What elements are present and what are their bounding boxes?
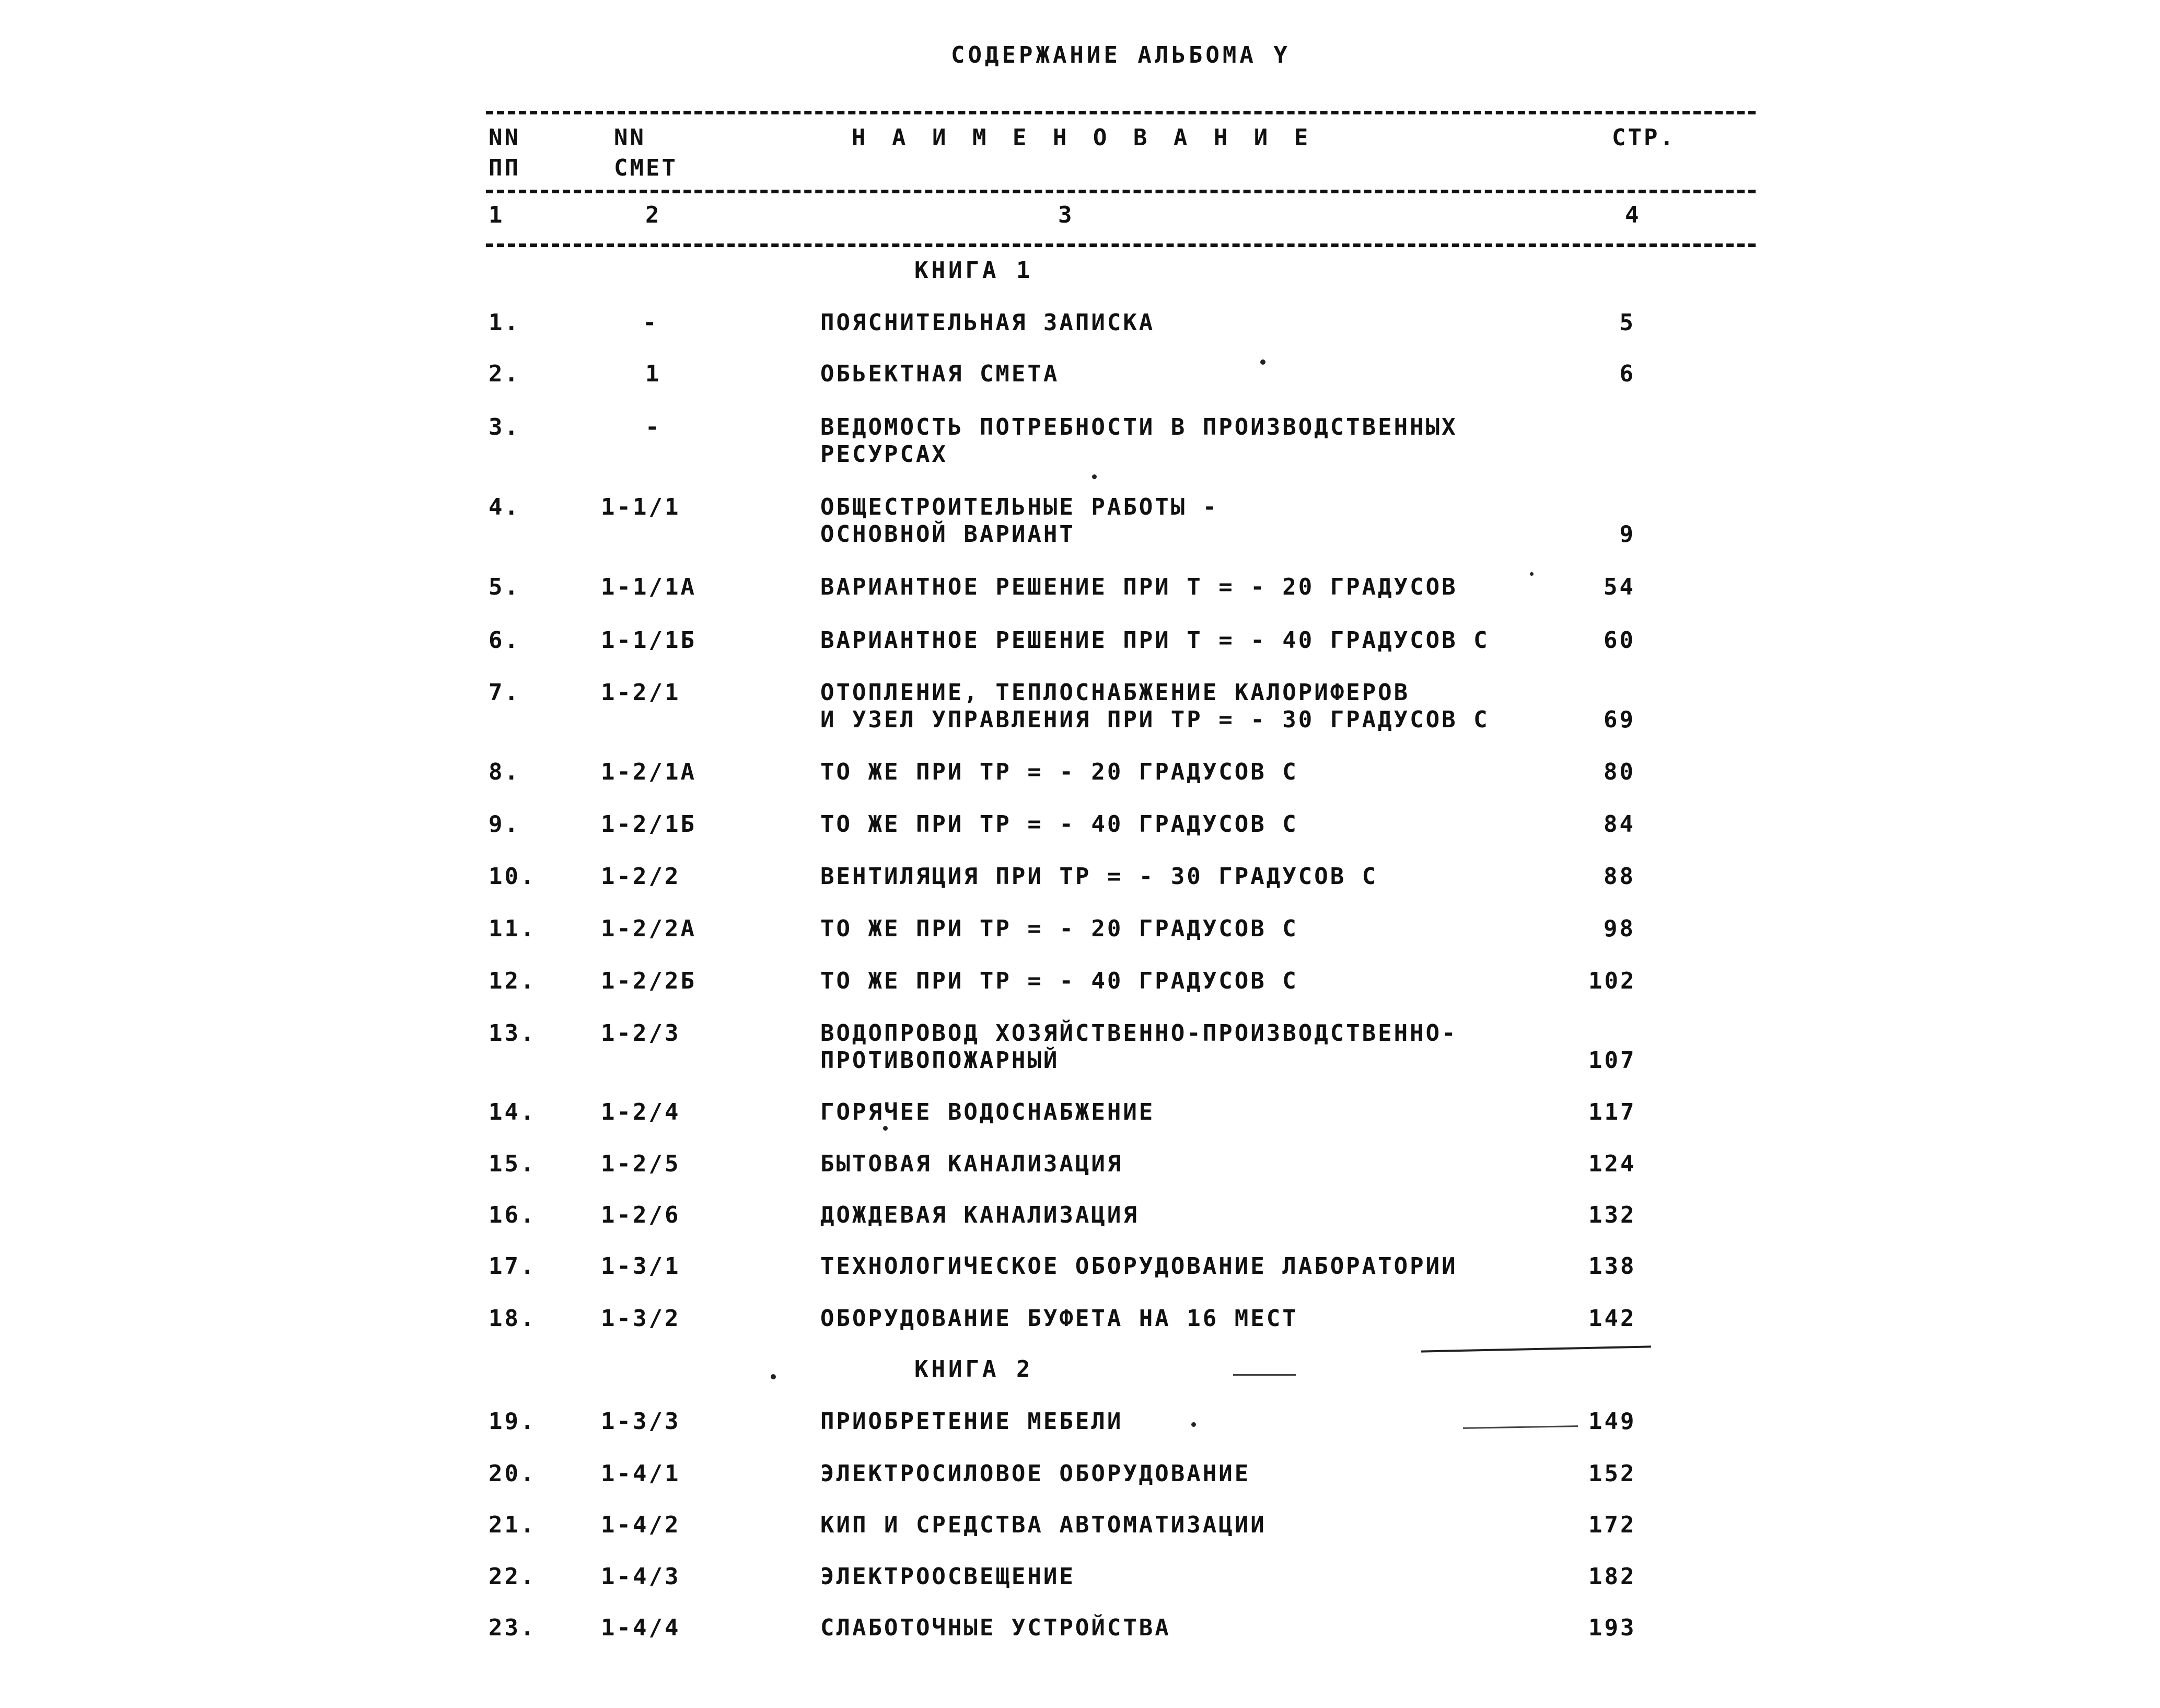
row-page: 152 bbox=[1588, 1460, 1636, 1487]
row-number: 5. bbox=[489, 574, 520, 600]
row-estimate: 1-2/1 bbox=[601, 679, 681, 706]
row-page: 5 bbox=[1619, 309, 1635, 336]
row-name: ПРИОБРЕТЕНИЕ МЕБЕЛИ bbox=[820, 1408, 1123, 1435]
row-name: СЛАБОТОЧНЫЕ УСТРОЙСТВА bbox=[820, 1614, 1171, 1641]
row-estimate: 1-1/1Б bbox=[601, 627, 696, 654]
row-number: 14. bbox=[489, 1099, 537, 1125]
row-estimate: 1-1/1А bbox=[601, 574, 696, 600]
row-estimate: 1-4/4 bbox=[601, 1614, 681, 1641]
row-estimate: 1-4/3 bbox=[601, 1563, 681, 1590]
row-name: ТО ЖЕ ПРИ ТР = - 40 ГРАДУСОВ С bbox=[820, 811, 1298, 838]
row-estimate: 1-2/4 bbox=[601, 1099, 681, 1125]
row-estimate: 1-2/1А bbox=[601, 759, 696, 785]
row-name: ОБЬЕКТНАЯ СМЕТА bbox=[820, 361, 1060, 387]
row-number: 9. bbox=[489, 811, 520, 838]
row-name: ТО ЖЕ ПРИ ТР = - 20 ГРАДУСОВ С bbox=[820, 915, 1298, 942]
row-number: 21. bbox=[489, 1512, 537, 1538]
row-name: ТЕХНОЛОГИЧЕСКОЕ ОБОРУДОВАНИЕ ЛАБОРАТОРИИ bbox=[820, 1253, 1458, 1280]
header-top-rule bbox=[486, 111, 1756, 114]
row-name: ДОЖДЕВАЯ КАНАЛИЗАЦИЯ bbox=[820, 1202, 1139, 1228]
row-page: 9 bbox=[1619, 521, 1635, 548]
row-name: ГОРЯЧЕЕ ВОДОСНАБЖЕНИЕ bbox=[820, 1099, 1155, 1125]
row-number: 4. bbox=[489, 494, 520, 520]
row-name: ОБОРУДОВАНИЕ БУФЕТА НА 16 МЕСТ bbox=[820, 1305, 1298, 1332]
row-number: 15. bbox=[489, 1151, 537, 1177]
row-page: 80 bbox=[1604, 759, 1635, 785]
row-number: 22. bbox=[489, 1563, 537, 1590]
row-estimate: 1-4/1 bbox=[601, 1460, 681, 1487]
row-number: 8. bbox=[489, 759, 520, 785]
book-2-heading: КНИГА 2 bbox=[914, 1356, 1033, 1382]
row-number: 1. bbox=[489, 309, 520, 336]
row-name: ТО ЖЕ ПРИ ТР = - 20 ГРАДУСОВ С bbox=[820, 759, 1298, 785]
row-estimate: 1-1/1 bbox=[601, 494, 681, 520]
row-page: 69 bbox=[1604, 706, 1635, 733]
row-page: 54 bbox=[1604, 574, 1635, 600]
book-1-heading: КНИГА 1 bbox=[914, 257, 1033, 284]
row-page: 102 bbox=[1588, 968, 1636, 994]
row-number: 7. bbox=[489, 679, 520, 706]
scan-streak bbox=[1233, 1374, 1296, 1376]
row-page: 172 bbox=[1588, 1512, 1636, 1538]
scan-speck bbox=[1530, 572, 1534, 576]
row-number: 10. bbox=[489, 863, 537, 890]
row-name: ТО ЖЕ ПРИ ТР = - 40 ГРАДУСОВ С bbox=[820, 968, 1298, 994]
row-name: ВОДОПРОВОД ХОЗЯЙСТВЕННО-ПРОИЗВОДСТВЕННО- ПРОТИВОПОЖАРНЫЙ bbox=[820, 1020, 1458, 1074]
row-page: 88 bbox=[1604, 863, 1635, 890]
header-col-estimate: NN СМЕТ bbox=[614, 124, 678, 181]
row-number: 20. bbox=[489, 1460, 537, 1487]
row-page: 138 bbox=[1588, 1253, 1636, 1280]
row-number: 3. bbox=[489, 414, 520, 440]
row-number: 17. bbox=[489, 1253, 537, 1280]
row-page: 107 bbox=[1588, 1047, 1636, 1074]
row-page: 98 bbox=[1604, 915, 1635, 942]
page-title: СОДЕРЖАНИЕ АЛЬБОМА Y bbox=[951, 42, 1291, 68]
row-page: 193 bbox=[1588, 1614, 1636, 1641]
row-estimate: 1-2/2 bbox=[601, 863, 681, 890]
row-page: 60 bbox=[1604, 627, 1635, 654]
row-number: 13. bbox=[489, 1020, 537, 1047]
row-page: 124 bbox=[1588, 1151, 1636, 1177]
row-estimate: 1-2/5 bbox=[601, 1151, 681, 1177]
column-number-2: 2 bbox=[645, 202, 659, 228]
row-number: 16. bbox=[489, 1202, 537, 1228]
column-number-4: 4 bbox=[1625, 202, 1639, 228]
row-page: 142 bbox=[1588, 1305, 1636, 1332]
row-name: ПОЯСНИТЕЛЬНАЯ ЗАПИСКА bbox=[820, 309, 1155, 336]
scan-speck bbox=[1092, 474, 1097, 479]
row-estimate: 1-3/3 bbox=[601, 1408, 681, 1435]
row-page: 149 bbox=[1588, 1408, 1636, 1435]
row-estimate: 1-2/1Б bbox=[601, 811, 696, 838]
scan-speck bbox=[883, 1126, 888, 1131]
row-number: 11. bbox=[489, 915, 537, 942]
scan-speck bbox=[771, 1374, 776, 1379]
row-name: ВЕНТИЛЯЦИЯ ПРИ ТР = - 30 ГРАДУСОВ С bbox=[820, 863, 1378, 890]
row-number: 23. bbox=[489, 1614, 537, 1641]
row-estimate: 1-4/2 bbox=[601, 1512, 681, 1538]
row-page: 84 bbox=[1604, 811, 1635, 838]
row-page: 117 bbox=[1588, 1099, 1636, 1125]
column-number-1: 1 bbox=[489, 202, 503, 228]
row-estimate: 1-2/3 bbox=[601, 1020, 681, 1047]
header-col-name: Н А И М Е Н О В А Н И Е bbox=[852, 124, 1315, 151]
scan-streak bbox=[1463, 1425, 1578, 1429]
row-page: 132 bbox=[1588, 1202, 1636, 1228]
row-name: ЭЛЕКТРОСИЛОВОЕ ОБОРУДОВАНИЕ bbox=[820, 1460, 1251, 1487]
row-name: БЫТОВАЯ КАНАЛИЗАЦИЯ bbox=[820, 1151, 1123, 1177]
row-number: 19. bbox=[489, 1408, 537, 1435]
row-estimate: 1-3/2 bbox=[601, 1305, 681, 1332]
row-page: 6 bbox=[1619, 361, 1635, 387]
row-name: ВЕДОМОСТЬ ПОТРЕБНОСТИ В ПРОИЗВОДСТВЕННЫХ РЕСУРСАХ bbox=[820, 414, 1458, 468]
header-bottom-rule bbox=[486, 243, 1756, 247]
row-name: ЭЛЕКТРООСВЕЩЕНИЕ bbox=[820, 1563, 1075, 1590]
header-col-page: СТР. bbox=[1612, 124, 1676, 151]
row-name: КИП И СРЕДСТВА АВТОМАТИЗАЦИИ bbox=[820, 1512, 1267, 1538]
row-estimate: 1 bbox=[645, 361, 661, 387]
row-name: ОТОПЛЕНИЕ, ТЕПЛОСНАБЖЕНИЕ КАЛОРИФЕРОВ И УЗЕЛ УПРАВЛЕНИЯ ПРИ ТР = - 30 ГРАДУСОВ С bbox=[820, 679, 1490, 733]
row-page: 182 bbox=[1588, 1563, 1636, 1590]
row-estimate: - bbox=[645, 414, 661, 440]
header-col-num: NN ПП bbox=[489, 124, 520, 181]
row-number: 12. bbox=[489, 968, 537, 994]
scan-speck bbox=[1260, 359, 1265, 365]
column-number-3: 3 bbox=[1058, 202, 1072, 228]
row-estimate: - bbox=[643, 309, 659, 336]
header-middle-rule bbox=[486, 190, 1756, 193]
row-estimate: 1-2/6 bbox=[601, 1202, 681, 1228]
row-estimate: 1-2/2А bbox=[601, 915, 696, 942]
row-number: 18. bbox=[489, 1305, 537, 1332]
row-estimate: 1-2/2Б bbox=[601, 968, 696, 994]
row-name: ОБЩЕСТРОИТЕЛЬНЫЕ РАБОТЫ - ОСНОВНОЙ ВАРИАНТ bbox=[820, 494, 1219, 548]
row-estimate: 1-3/1 bbox=[601, 1253, 681, 1280]
scan-streak bbox=[1421, 1345, 1651, 1352]
row-number: 2. bbox=[489, 361, 520, 387]
row-name: ВАРИАНТНОЕ РЕШЕНИЕ ПРИ Т = - 40 ГРАДУСОВ С bbox=[820, 627, 1490, 654]
row-name: ВАРИАНТНОЕ РЕШЕНИЕ ПРИ Т = - 20 ГРАДУСОВ bbox=[820, 574, 1458, 600]
scan-speck bbox=[1191, 1422, 1196, 1427]
row-number: 6. bbox=[489, 627, 520, 654]
